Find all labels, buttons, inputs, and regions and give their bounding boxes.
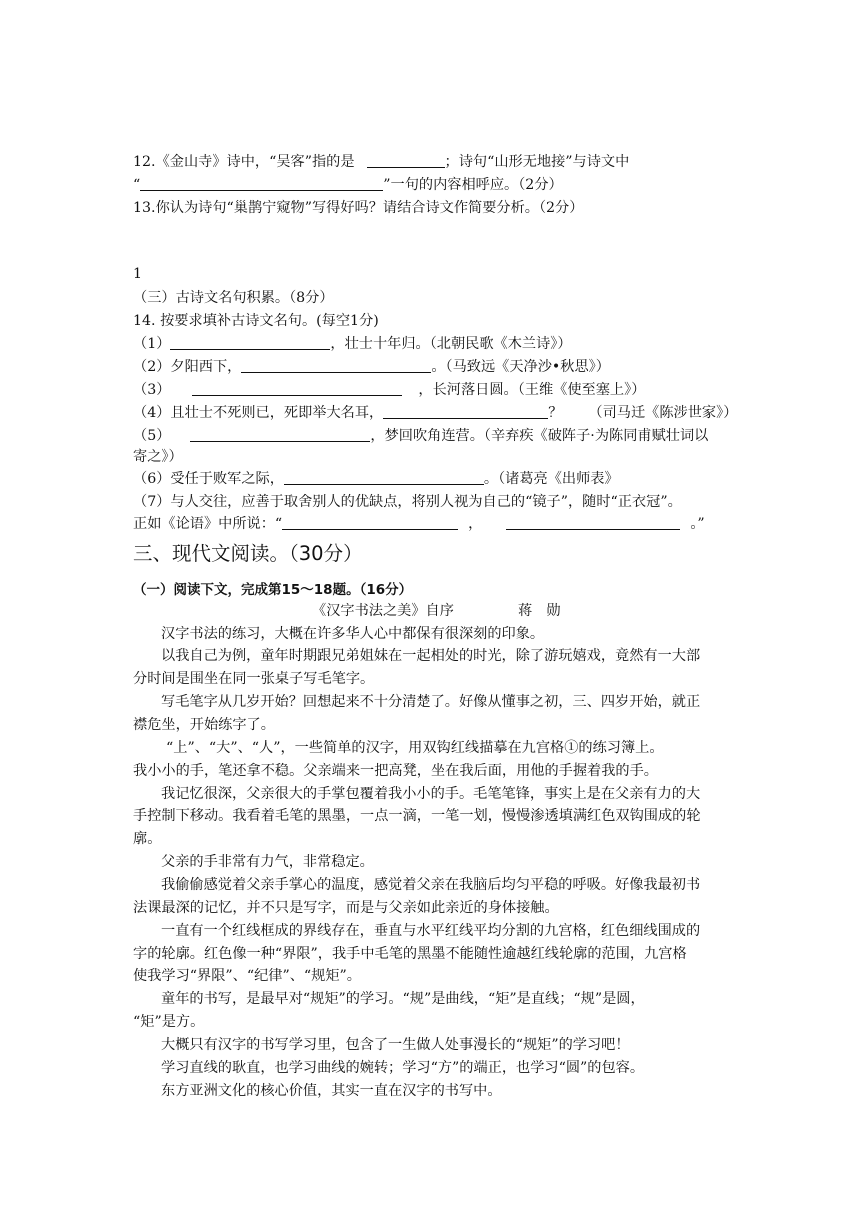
question-14-item-7: （7）与人交往，应善于取舍别人的优缺点，将别人视为自己的“镜子”，随时“正衣冠”。: [133, 494, 682, 510]
item-text: ，长河落日圆。（王维《使至塞上》）: [418, 382, 646, 398]
answer-blank[interactable]: [282, 515, 458, 530]
question-14-item-6: [133, 469, 619, 489]
question-12-text-c: ”一句的内容相呼应。（2分）: [383, 177, 563, 193]
item-text: ，: [468, 516, 483, 532]
answer-blank[interactable]: [506, 515, 680, 530]
section-heading: （三）古诗文名句积累。（8分）: [133, 290, 334, 306]
question-14-item-4: [133, 403, 737, 423]
item-text: ？: [548, 405, 563, 421]
paragraph-line: 分时间是围坐在同一张桌子写毛笔字。: [133, 671, 375, 687]
question-12-line-2: [133, 175, 563, 195]
question-14-item-5: [133, 426, 708, 446]
item-number: （3）: [133, 382, 171, 398]
question-14-item-5-cont: 寄之》）: [133, 449, 183, 465]
paragraph-line: 汉字书法的练习，大概在许多华人心中都保有很深刻的印象。: [161, 626, 545, 642]
paragraph-line: 襟危坐，开始练字了。: [133, 717, 275, 733]
item-text: （4）且壮士不死则已，死即举大名耳，: [133, 405, 384, 421]
paragraph-line: 廓。: [133, 831, 162, 847]
part-heading: 三、现代文阅读。（30分）: [133, 542, 363, 565]
paragraph-line: 写毛笔字从几岁开始？回想起来不十分清楚了。好像从懂事之初，三、四岁开始，就正: [161, 694, 701, 710]
paragraph-line: 一直有一个红线框成的界线存在，垂直与水平红线平均分割的九宫格，红色细线围成的: [161, 923, 701, 939]
answer-blank[interactable]: [140, 176, 383, 191]
paragraph-line: 学习直线的耿直，也学习曲线的婉转；学习“方”的端正，也学习“圆”的包容。: [161, 1060, 645, 1076]
paragraph-line: 大概只有汉字的书写学习里，包含了一生做人处事漫长的“规矩”的学习吧！: [161, 1037, 630, 1053]
paragraph-line: 我记忆很深，父亲很大的手掌包覆着我小小的手。毛笔笔锋，事实上是在父亲有力的大: [161, 786, 701, 802]
item-text: （6）受任于败军之际，: [133, 471, 284, 487]
question-12-text-b: ；诗句“山形无地接”与诗文中: [444, 154, 630, 170]
item-text: 。（马致远《天净沙•秋思》）: [431, 359, 610, 375]
paragraph-line: 我小小的手，笔还拿不稳。父亲端来一把高凳，坐在我后面，用他的手握着我的手。: [133, 763, 658, 779]
paragraph-line: 童年的书写，是最早对“规矩”的学习。“规”是曲线，“矩”是直线；“规”是圆，: [161, 991, 645, 1007]
article-author: 蒋 勋: [518, 603, 561, 619]
paragraph-line: 法课最深的记忆，并不只是写字，而是与父亲如此亲近的身体接触。: [133, 900, 559, 916]
paragraph-line: 手控制下移动。我看着毛笔的黑墨，一点一滴，一笔一划，慢慢渗透填满红色双钩围成的轮: [133, 808, 701, 824]
question-14-title: 14. 按要求填补古诗文名句。(每空1分): [133, 313, 379, 329]
item-text: 。（诸葛亮《出师表》: [483, 471, 619, 487]
answer-blank[interactable]: [284, 470, 484, 485]
answer-blank[interactable]: [241, 358, 431, 373]
paragraph-line: 字的轮廓。红色像一种“界限”，我手中毛笔的黑墨不能随性逾越红线轮廓的范围，九宫格: [133, 946, 687, 962]
item-text: （2）夕阳西下，: [133, 359, 242, 375]
question-14-item-3: [133, 380, 645, 400]
paragraph-line: “矩”是方。: [133, 1014, 205, 1030]
item-text: ，壮士十年归。（北朝民歌《木兰诗》）: [330, 336, 572, 352]
question-12-text-a: 12.《金山寺》诗中，“吴客”指的是: [133, 154, 355, 170]
paragraph-line: 我偷偷感觉着父亲手掌心的温度，感觉着父亲在我脑后均匀平稳的呼吸。好像我最初书: [161, 877, 701, 893]
paragraph-line: 使我学习“界限”、“纪律”、“规矩”。: [133, 968, 361, 984]
answer-blank[interactable]: [190, 427, 370, 442]
paragraph-line: “上”、“大”、“人”，一些简单的汉字，用双钩红线描摹在九宫格①的练习簿上。: [166, 740, 664, 756]
item-source: （司马迁《陈涉世家》）: [588, 405, 738, 421]
paragraph-line: 东方亚洲文化的核心价值，其实一直在汉字的书写中。: [161, 1083, 502, 1099]
question-14-item-2: [133, 357, 610, 377]
reading-section-title: （一）阅读下文，完成第15～18题。（16分）: [133, 582, 413, 598]
article-title: 《汉字书法之美》自序: [312, 603, 454, 619]
item-number: （1）: [133, 336, 171, 352]
answer-blank[interactable]: [367, 153, 445, 168]
question-12-quote-open: “: [133, 177, 141, 193]
question-12-line-1: [133, 152, 629, 172]
question-13: 13.你认为诗句“巢鹊宁窥物”写得好吗？请结合诗文作简要分析。（2分）: [133, 200, 584, 216]
question-14-item-7-cont: [133, 514, 705, 534]
item-text: ，梦回吹角连营。（辛弃疾《破阵子·为陈同甫赋壮词以: [370, 428, 709, 444]
item-number: （5）: [133, 428, 171, 444]
answer-blank[interactable]: [192, 381, 402, 396]
answer-blank[interactable]: [383, 404, 548, 419]
question-14-item-1: [133, 334, 572, 354]
item-text: 正如《论语》中所说：“: [133, 516, 283, 532]
paragraph-line: 以我自己为例，童年时期跟兄弟姐妹在一起相处的时光，除了游玩嬉戏，竟然有一大部: [161, 648, 701, 664]
paragraph-line: 父亲的手非常有力气，非常稳定。: [161, 854, 374, 870]
page-number: 1: [133, 266, 143, 282]
answer-blank[interactable]: [170, 335, 330, 350]
item-text: 。”: [690, 516, 705, 532]
